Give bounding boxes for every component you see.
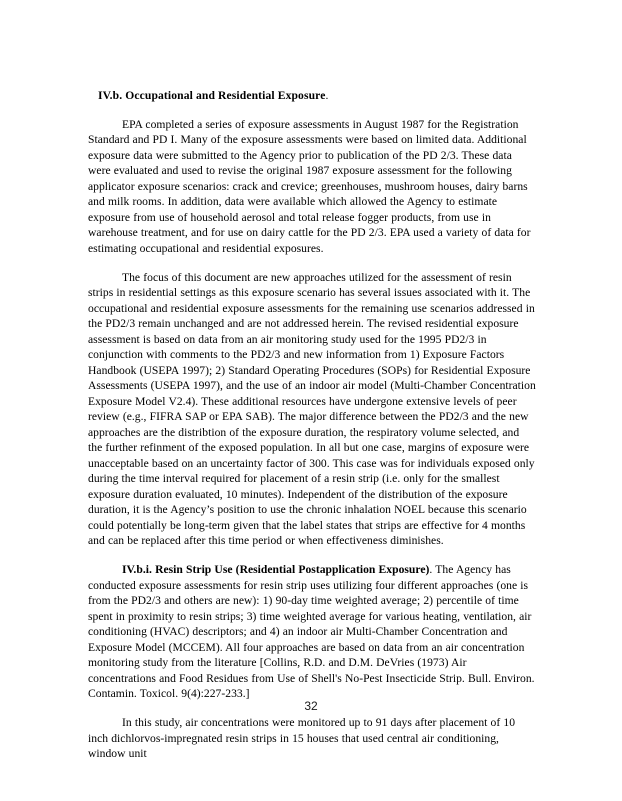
page-number: 32 [304, 699, 318, 713]
paragraph-study-air-concentrations: In this study, air concentrations were monitored up to 91 days after placement of 10 inch dichlorvos-impregnated resin strips in 15 houses that used central air conditioning, window unit [88, 716, 516, 760]
paragraph-document-focus-resin-strips: The focus of this document are new approaches utilized for the assessment of resin strips in residential settings as this exposure scenario has several issues associated with it. The occupational and residential exposure assessments for the remaining use scenarios addressed in the PD2/3 remain unchanged and are not addressed herein. The revised residential exposure assessment is based on data from an air monitoring study used for the 1995 PD2/3 in conjunction with comments to the PD2/3 and new information from 1) Exposure Factors Handbook (USEPA 1997); 2) Standard Operating Procedures (SOPs) for Residential Exposure Assessments (USEPA 1997), and the use of an indoor air model (Multi-Chamber Concentration Exposure Model V2.4). These additional resources have undergone extensive levels of peer review (e.g., FIFRA SAP or EPA SAB). The major difference between the PD2/3 and the new approaches are the distribtion of the exposure duration, the respiratory volume selected, and the further refinment of the exposed population. In all but one case, margins of exposure were unacceptable based on an uncertainty factor of 300. This case was for individuals exposed only during the time interval required for placement of a resin strip (i.e. only for the smallest exposure duration evaluated, 10 minutes). Independent of the distribution of the exposure duration, it is the Agency’s position to use the chronic inhalation NOEL because this scenario could potentially be long-term given that the label states that strips are effective for 4 months and can be replaced after this time period or when effectiveness diminishes. [88, 270, 536, 547]
section-heading [88, 88, 536, 104]
page-text-block [88, 88, 536, 762]
paragraph-resin-strip-use [88, 562, 536, 702]
paragraph-exposure-assessments-history: EPA completed a series of exposure assessments in August 1987 for the Registration Standard and PD I. Many of the exposure assessments were based on limited data. Additional exposure data were submitted to the Agency prior to publication of the PD 2/3. These data were evaluated and used to revise the original 1987 exposure assessment for the following applicator exposure scenarios: crack and crevice; greenhouses, mushroom houses, dairy barns and milk rooms. In addition, data were available which allowed the Agency to estimate exposure from use of household aerosol and total release fogger products, from use in warehouse treatment, and for use on dairy cattle for the PD 2/3. EPA used a variety of data for estimating occupational and residential exposures. [88, 117, 531, 255]
section-heading-text: IV.b. Occupational and Residential Exposure [98, 89, 326, 102]
section-heading-period: . [325, 89, 329, 102]
subsection-body-text: . The Agency has conducted exposure assessments for resin strip uses utilizing four different approaches (one is from the PD2/3 and others are new): 1) 90-day time weighted average; 2) percentile of time spent in proximity to resin strips; 3) time weighted average for various heating, ventilation, air conditioning (HVAC) descriptors; and 4) an indoor air Multi-Chamber Concentration and Exposure Model (MCCEM). All four approaches are based on data from an air concentration monitoring study from the literature [Collins, R.D. and D.M. DeVries (1973) Air concentrations and Food Residues from Use of Shell's No-Pest Insecticide Strip. Bull. Environ. Contamin. Toxicol. 9(4):227-233.] [88, 563, 535, 700]
subsection-heading: IV.b.i. Resin Strip Use (Residential Postapplication Exposure) [122, 563, 430, 576]
